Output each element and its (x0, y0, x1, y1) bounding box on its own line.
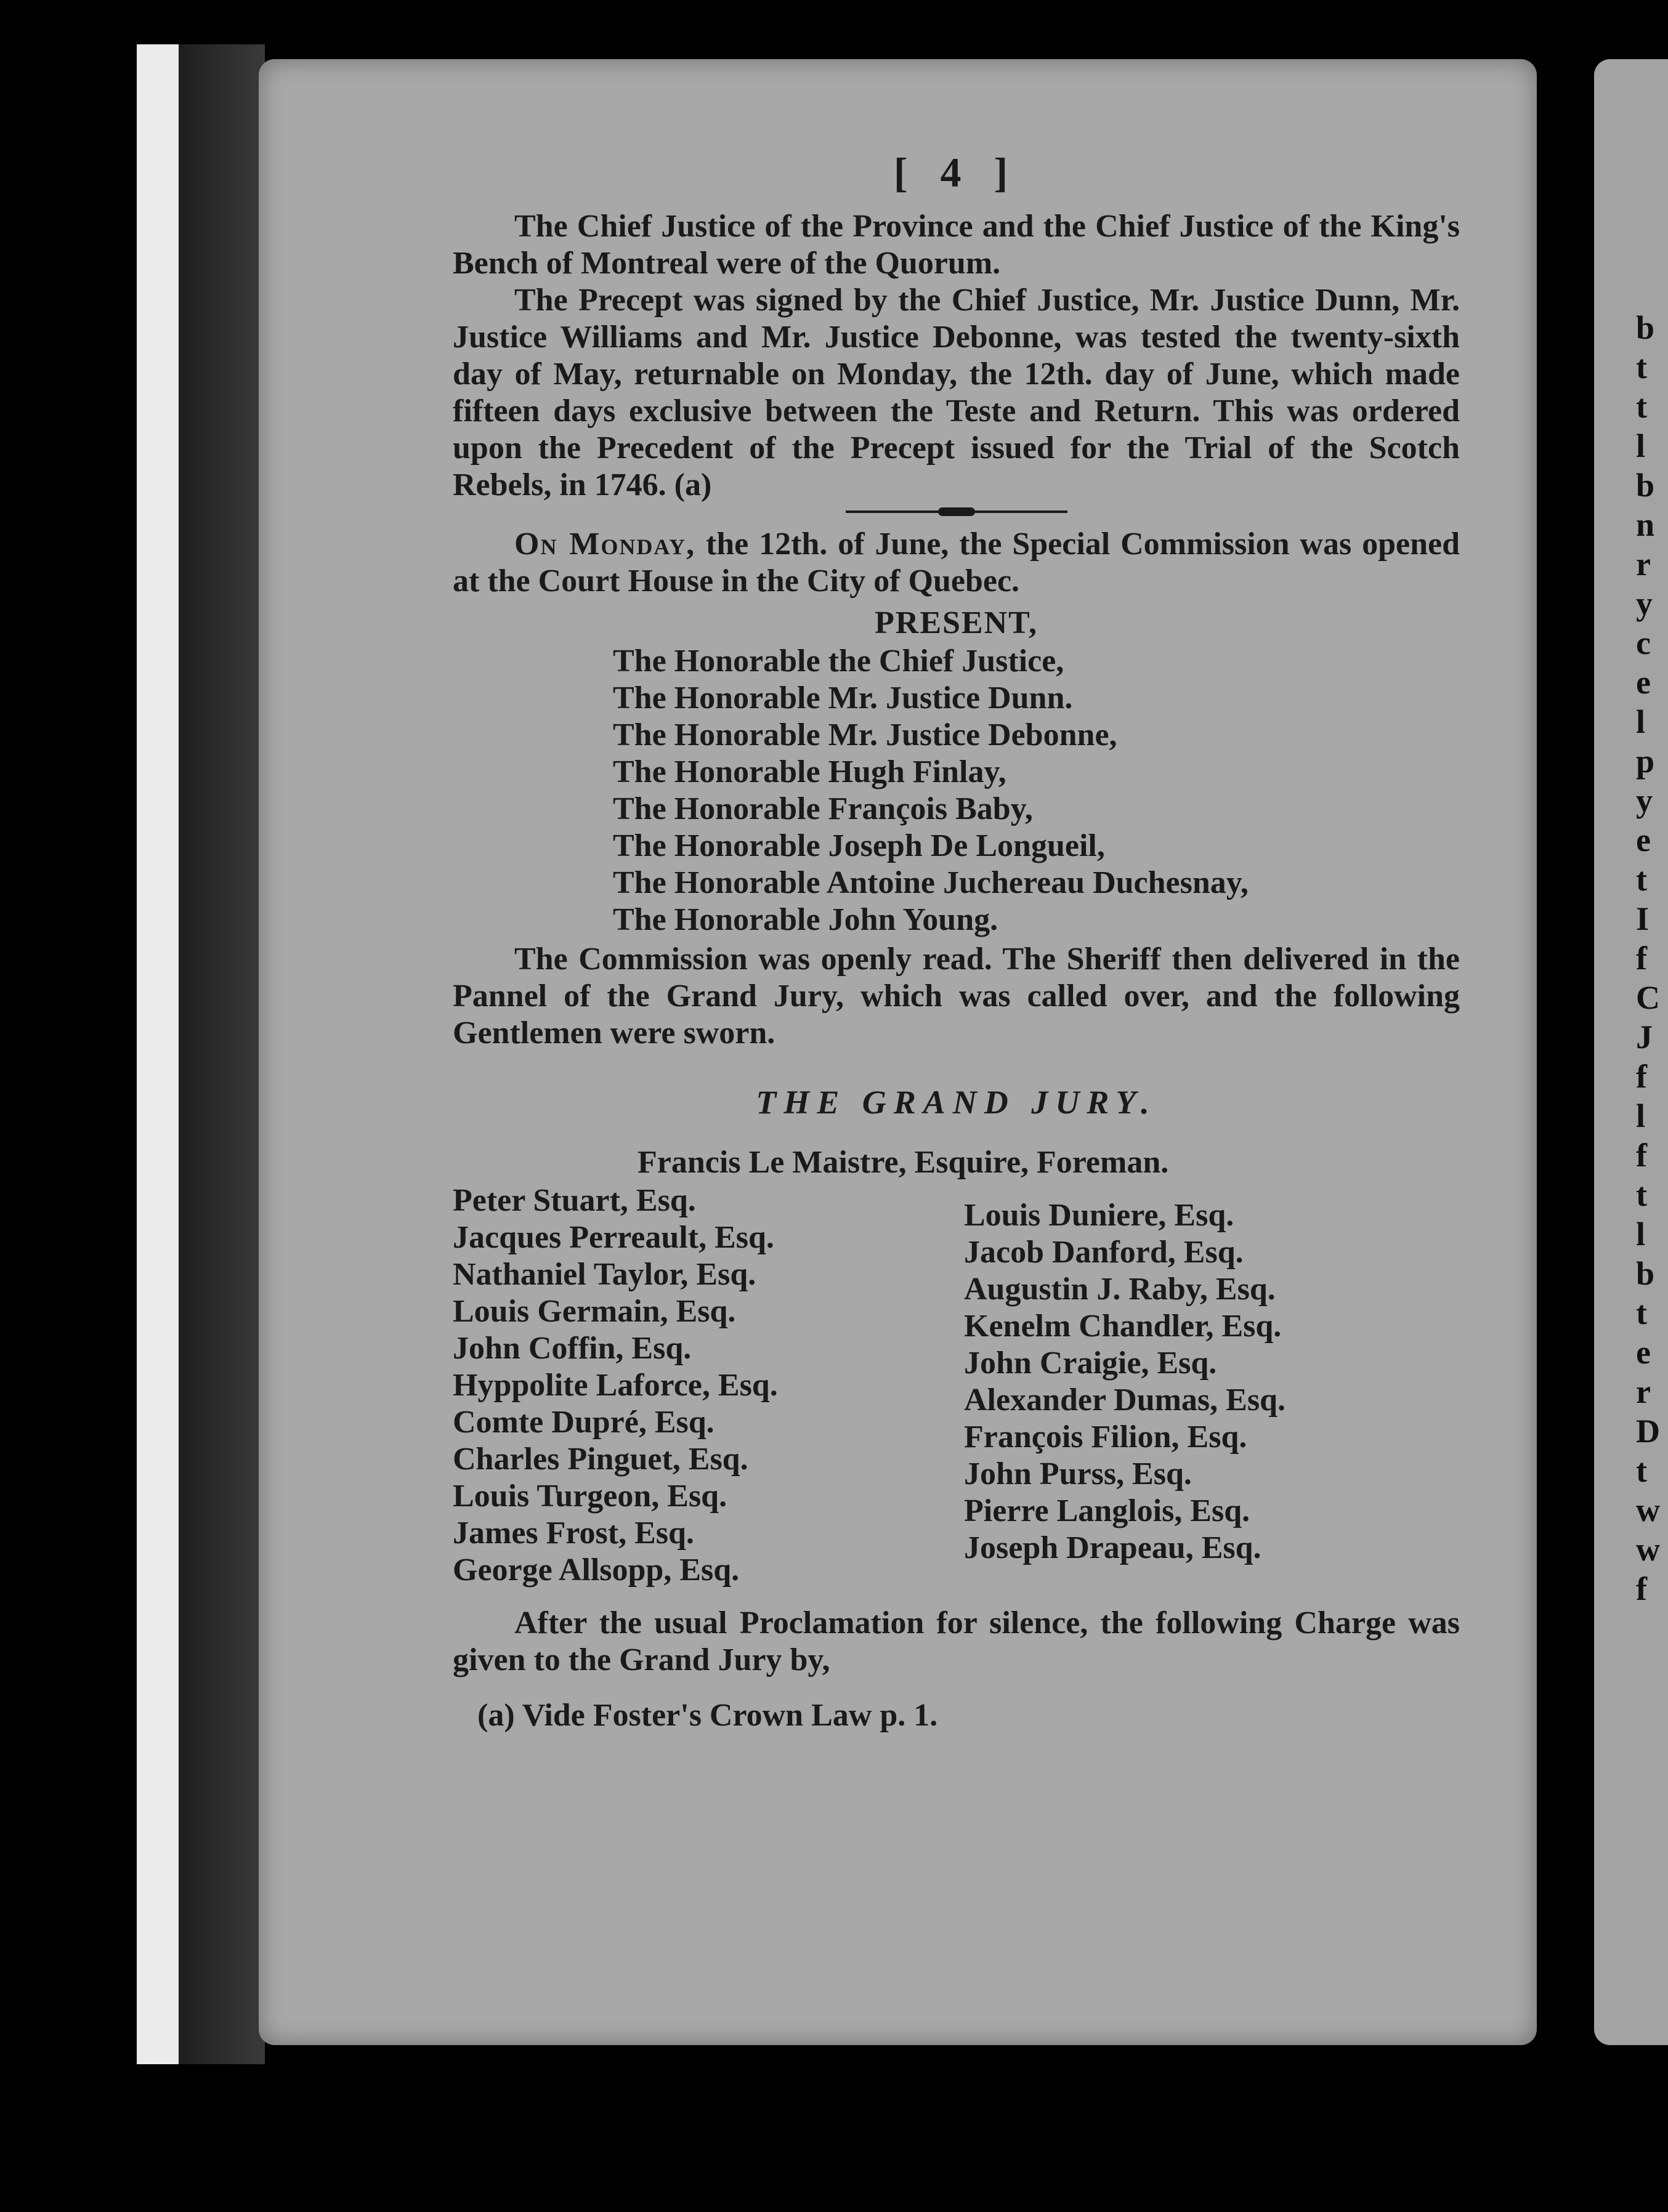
page-number: [ 4 ] (893, 149, 1019, 196)
juror-name: François Filion, Esq. (964, 1419, 1247, 1455)
adjacent-letter: y (1636, 782, 1653, 819)
adjacent-letter: l (1636, 1097, 1646, 1134)
present-member: The Honorable John Young. (613, 902, 998, 937)
juror-name: Nathaniel Taylor, Esq. (453, 1257, 756, 1292)
adjacent-letter: t (1636, 1452, 1647, 1489)
adjacent-letter: l (1636, 1216, 1646, 1253)
adjacent-letter: w (1636, 1491, 1660, 1528)
adjacent-letter: w (1636, 1531, 1660, 1568)
juror-name: Charles Pinguet, Esq. (453, 1442, 748, 1477)
juror-name: James Frost, Esq. (453, 1516, 694, 1551)
juror-name: Pierre Langlois, Esq. (964, 1493, 1250, 1528)
present-member: The Honorable Hugh Finlay, (613, 754, 1006, 789)
adjacent-letter: t (1636, 1294, 1647, 1331)
adjacent-letter: f (1636, 940, 1647, 977)
juror-name: John Purss, Esq. (964, 1456, 1192, 1491)
page-edge-strip (137, 44, 179, 2064)
juror-name: John Coffin, Esq. (453, 1331, 692, 1366)
foreman-line: Francis Le Maistre, Esquire, Foreman. (638, 1145, 1169, 1180)
juror-name: Comte Dupré, Esq. (453, 1405, 715, 1440)
juror-name: Alexander Dumas, Esq. (964, 1383, 1286, 1418)
grand-jury-heading: THE GRAND JURY. (756, 1084, 1157, 1121)
juror-name: Hyppolite Laforce, Esq. (453, 1368, 778, 1403)
adjacent-letter: D (1636, 1413, 1660, 1450)
adjacent-page-letters (1636, 308, 1660, 1609)
adjacent-letter: l (1636, 703, 1646, 740)
juror-name: Jacob Danford, Esq. (964, 1235, 1244, 1270)
adjacent-letter: n (1636, 506, 1655, 543)
binding-shadow (179, 44, 265, 2064)
opening-paragraph (453, 526, 1460, 600)
adjacent-letter: t (1636, 349, 1647, 385)
present-member: The Honorable the Chief Justice, (613, 644, 1064, 679)
page-content (453, 149, 1460, 1817)
opening-text: the 12th. of June, the Special Commission was opened at the Court House in the City of Quebec. (453, 527, 1460, 599)
opening-day: On Monday, (514, 527, 696, 562)
adjacent-letter: e (1636, 821, 1651, 858)
adjacent-letter: e (1636, 1334, 1651, 1371)
adjacent-letter: t (1636, 1176, 1647, 1213)
adjacent-letter: e (1636, 664, 1651, 701)
present-member: The Honorable Joseph De Longueil, (613, 828, 1105, 863)
adjacent-letter: b (1636, 1255, 1655, 1292)
adjacent-letter: b (1636, 309, 1655, 346)
juror-name: Louis Duniere, Esq. (964, 1198, 1234, 1233)
adjacent-letter: f (1636, 1058, 1647, 1095)
present-member: The Honorable François Baby, (613, 791, 1033, 826)
adjacent-letter: y (1636, 585, 1653, 622)
adjacent-letter: l (1636, 427, 1646, 464)
juror-name: Peter Stuart, Esq. (453, 1183, 696, 1218)
adjacent-letter: b (1636, 467, 1655, 504)
jury-columns (453, 1182, 1460, 1589)
adjacent-letter: p (1636, 743, 1655, 780)
present-member: The Honorable Mr. Justice Debonne, (613, 717, 1117, 753)
present-heading: PRESENT, (875, 605, 1038, 640)
adjacent-letter: J (1636, 1019, 1653, 1056)
adjacent-letter: t (1636, 388, 1647, 425)
adjacent-letter: f (1636, 1570, 1647, 1607)
present-list (453, 643, 1460, 938)
adjacent-letter: r (1636, 1373, 1651, 1410)
juror-name: Louis Germain, Esq. (453, 1294, 736, 1329)
present-member: The Honorable Mr. Justice Dunn. (613, 680, 1073, 716)
juror-name: Jacques Perreault, Esq. (453, 1220, 774, 1255)
quorum-paragraph: The Chief Justice of the Province and the Chief Justice of the King's Bench of Montreal were of the Quorum. (453, 209, 1460, 281)
jury-list-right (964, 1182, 1285, 1589)
commission-paragraph: The Commission was openly read. The Sheriff then delivered in the Pannel of the Grand Jury, which was called over, and the following Gentlemen were sworn. (453, 942, 1460, 1051)
juror-name: Kenelm Chandler, Esq. (964, 1309, 1282, 1344)
adjacent-letter: r (1636, 546, 1651, 583)
adjacent-letter: C (1636, 979, 1660, 1016)
footnote: (a) Vide Foster's Crown Law p. 1. (477, 1698, 938, 1733)
jury-list-left (453, 1182, 964, 1589)
juror-name: Joseph Drapeau, Esq. (964, 1530, 1261, 1565)
juror-name: Louis Turgeon, Esq. (453, 1479, 727, 1514)
present-member: The Honorable Antoine Juchereau Duchesnay, (613, 865, 1249, 900)
juror-name: John Craigie, Esq. (964, 1346, 1217, 1381)
juror-name: Augustin J. Raby, Esq. (964, 1272, 1276, 1307)
adjacent-page-edge (1594, 59, 1668, 2045)
adjacent-letter: f (1636, 1137, 1647, 1174)
ornamental-rule (846, 507, 1067, 515)
juror-name: George Allsopp, Esq. (453, 1552, 740, 1588)
adjacent-letter: t (1636, 861, 1647, 898)
adjacent-letter: c (1636, 624, 1651, 661)
adjacent-letter: I (1636, 900, 1650, 937)
charge-paragraph: After the usual Proclamation for silence, the following Charge was given to the Grand Jury by, (453, 1605, 1460, 1677)
precept-paragraph: The Precept was signed by the Chief Justice, Mr. Justice Dunn, Mr. Justice Williams and Mr. Justice Debonne, was tested the twenty-sixth day of May, returnable on Monday, the 12th. day of June, which made fifteen days exclusive between the Teste and Return. This was ordered upon the Precedent of the Precept issued for the Trial of the Scotch Rebels, in 1746. (a) (453, 283, 1460, 503)
